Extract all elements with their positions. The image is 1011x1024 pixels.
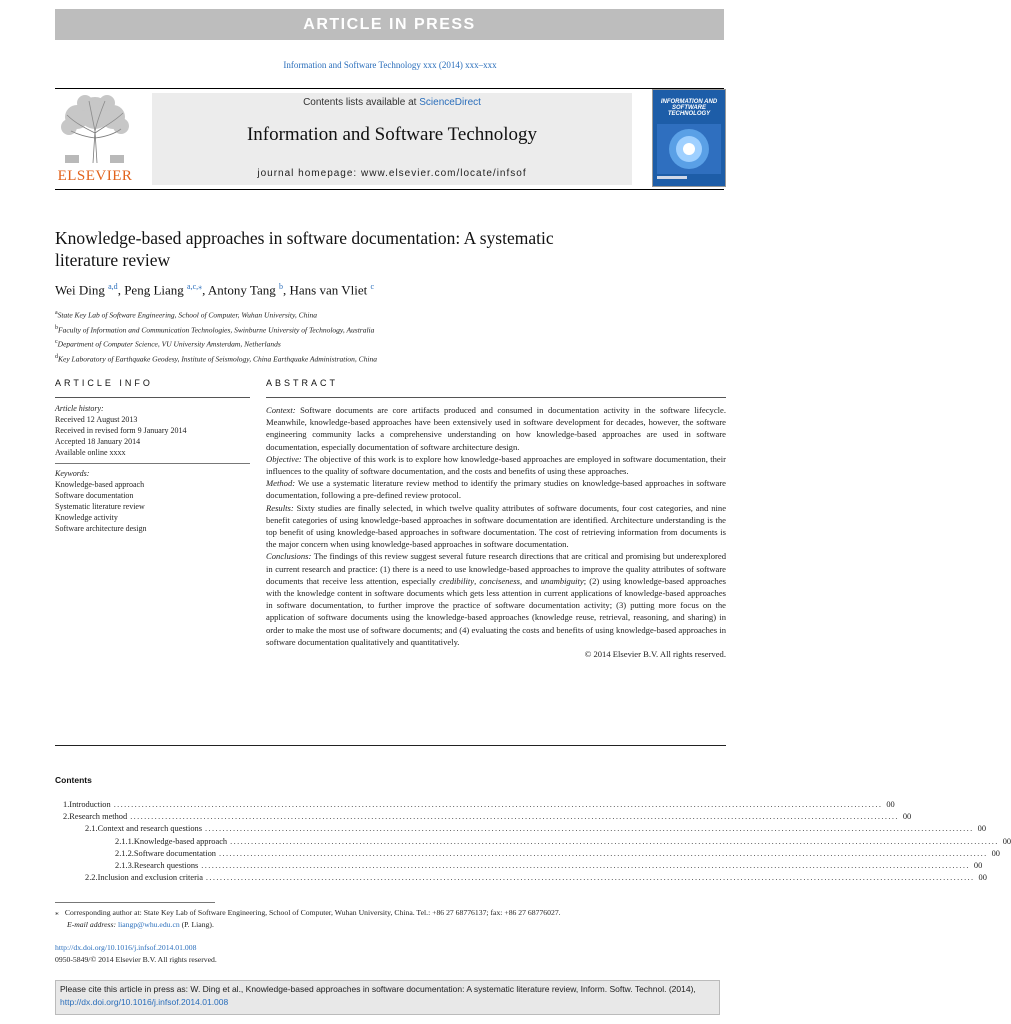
affiliation-text: Faculty of Information and Communication Technologies, Swinburne University of Technology, Australia	[58, 325, 375, 334]
toc-entry[interactable]	[55, 836, 1011, 848]
keyword-item: Knowledge activity	[55, 513, 118, 522]
doi-block	[55, 942, 455, 965]
author-name: Antony Tang	[207, 282, 276, 298]
toc-leader-dots: ............................................................................................................................................................................................................................	[230, 836, 999, 846]
abstract-rule	[266, 397, 726, 398]
article-info-divider	[55, 463, 250, 464]
article-info	[55, 403, 250, 534]
article-in-press-banner: ARTICLE IN PRESS	[55, 9, 724, 40]
footnote-mark: ⁎	[55, 908, 59, 917]
citation-box	[55, 980, 720, 1015]
footnote-rule	[55, 902, 215, 903]
keywords-label: Keywords:	[55, 469, 90, 478]
history-line: Received in revised form 9 January 2014	[55, 426, 187, 435]
toc-page-number: 00	[902, 812, 912, 822]
toc-number: 2.1.	[85, 824, 98, 834]
journal-masthead	[55, 88, 724, 190]
affiliation-marker: d	[55, 353, 58, 360]
paper-title-line-1: Knowledge-based approaches in software documentation: A systematic	[55, 228, 554, 248]
sciencedirect-link[interactable]: ScienceDirect	[419, 97, 481, 108]
homepage-prefix: journal homepage:	[257, 168, 361, 179]
abstract-conclusions	[266, 550, 726, 648]
email-suffix: (P. Liang).	[181, 919, 214, 929]
cover-title: INFORMATION AND SOFTWARE TECHNOLOGY	[660, 99, 718, 117]
toc-page-number: 00	[973, 861, 983, 871]
footnotes	[55, 907, 735, 930]
author-affiliation-marker[interactable]: c	[370, 282, 375, 291]
affiliation-item	[55, 307, 735, 322]
toc-label: Introduction	[69, 800, 111, 809]
toc-label: Software documentation	[133, 848, 216, 858]
affiliation-marker: a	[55, 310, 58, 316]
author-separator: ,	[117, 282, 125, 298]
conclusions-text: The findings of this review suggest several future research directions that are critical and promising but underexplored in current research and practice: (1) there is a need to use knowledge-based approaches to improve the quality attributes of software documents that receive less attention, especially	[266, 551, 726, 586]
context-text: Software documents are core artifacts produced and consumed in documentation activity in the software lifecycle. Meanwhile, knowledge-based approaches have been extensively used in software development for decades, however, the software engineering community lacks a comprehensive understanding on how knowledge-based approaches are used in software documentation, especially documentation of software architecture design.	[266, 405, 726, 452]
affiliation-text: Key Laboratory of Earthquake Geodesy, Institute of Seismology, China Earthquake Administration, China	[58, 354, 378, 363]
conclusions-punct: ,	[474, 575, 480, 586]
tree-icon	[55, 93, 135, 165]
conclusions-text-rest: ; (2) using knowledge-based approaches with the knowledge content in software documents which gets less attention in current applications of knowledge-based approaches in software documentation, to further improve the practice of software documentation activity; (3) putting more focus on the application of software documents using the knowledge-based approaches (knowledge reuse, retrieval, reasoning, and sharing) in order to make the most use of software documents; and (4) evaluating the costs and benefits of using knowledge-based approaches in software documentation qualitatively and quantitatively.	[266, 575, 726, 647]
contents-prefix: Contents lists available at	[303, 97, 420, 108]
paper-title	[55, 227, 695, 271]
toc-entry[interactable]	[55, 811, 912, 823]
email-link[interactable]: liangp@whu.edu.cn	[117, 919, 180, 929]
citation-doi-link[interactable]: http://dx.doi.org/10.1016/j.infsof.2014.01.008	[60, 997, 229, 1007]
keyword-item: Systematic literature review	[55, 502, 145, 511]
affiliations	[55, 307, 735, 365]
toc-entry[interactable]	[55, 823, 986, 835]
results-text: Sixty studies are finally selected, in which twelve quality attributes of software documents, four cost categories, and nine benefit categories of using knowledge-based approaches in software documentation are identified. Architecture understanding is the top benefit of using knowledge-based approaches in software documentation. The cost of retrieving information from documents is the major concern when using knowledge-based approaches in software documentation.	[266, 502, 727, 550]
masthead-center-panel	[152, 93, 632, 185]
toc-number: 1.	[63, 800, 70, 809]
journal-homepage-line	[152, 168, 632, 179]
toc-number: 2.1.2.	[115, 848, 134, 858]
journal-cover-image	[652, 89, 726, 187]
abstract-body	[266, 404, 726, 660]
keyword-item: Software architecture design	[55, 524, 147, 533]
toc-number: 2.1.1.	[115, 836, 134, 846]
toc-leader-dots: ............................................................................................................................................................................................................................	[201, 861, 970, 871]
toc-page-number: 00	[977, 824, 986, 834]
toc-label: Inclusion and exclusion criteria	[97, 873, 203, 883]
toc-label: Research questions	[133, 861, 199, 871]
elsevier-logo	[55, 93, 135, 185]
toc-label: Knowledge-based approach	[133, 836, 228, 846]
toc-entry[interactable]	[55, 848, 1000, 860]
toc-page-number: 00	[886, 800, 895, 809]
affiliation-item	[55, 336, 735, 351]
toc-label: Research method	[69, 812, 128, 822]
toc-number: 2.2.	[85, 873, 98, 883]
toc-leader-dots: ............................................................................................................................................................................................................................	[130, 812, 899, 822]
toc-number: 2.1.3.	[115, 861, 134, 871]
affiliation-item	[55, 322, 735, 337]
objective-label: Objective:	[266, 453, 302, 464]
history-line: Accepted 18 January 2014	[55, 437, 141, 446]
doi-link[interactable]: http://dx.doi.org/10.1016/j.infsof.2014.01.008	[55, 943, 197, 952]
abstract-objective	[266, 453, 726, 477]
affiliation-marker: c	[55, 339, 58, 345]
author-affiliation-marker[interactable]: a,c,⁎	[187, 282, 203, 291]
article-info-heading: ARTICLE INFO	[55, 378, 153, 388]
journal-title: Information and Software Technology	[246, 124, 538, 145]
affiliation-item	[55, 351, 735, 366]
toc-page-number: 00	[991, 848, 1000, 858]
abstract-heading: ABSTRACT	[266, 378, 339, 388]
author-separator: ,	[202, 282, 208, 298]
results-label: Results:	[266, 502, 294, 513]
author-affiliation-marker[interactable]: b	[279, 282, 283, 291]
abstract-method	[266, 477, 726, 501]
journal-reference[interactable]: Information and Software Technology xxx (2014) xxx–xxx	[283, 60, 497, 70]
abstract-context	[266, 404, 726, 453]
objective-text: The objective of this work is to explore how knowledge-based approaches are employed in software documentation, their influences to the quality of software documentation, and the costs and benefits of using these approaches.	[266, 453, 726, 477]
author-affiliation-marker[interactable]: a,d	[108, 282, 118, 291]
toc-number: 2.	[63, 812, 70, 822]
contents-rule	[55, 745, 726, 746]
toc-label: Context and research questions	[97, 824, 202, 834]
author-separator: ,	[283, 282, 290, 298]
author-name: Peng Liang	[124, 282, 184, 298]
toc-leader-dots: ............................................................................................................................................................................................................................	[113, 800, 883, 809]
issn-line: 0950-5849/© 2014 Elsevier B.V. All rights reserved.	[55, 954, 217, 964]
conclusions-italic-term: unambiguity	[540, 575, 584, 586]
author-name: Wei Ding	[55, 282, 105, 298]
toc-leader-dots: ............................................................................................................................................................................................................................	[218, 848, 988, 858]
conclusions-italic-term: credibility	[439, 575, 475, 586]
article-history-label: Article history:	[55, 404, 104, 413]
abstract-copyright: © 2014 Elsevier B.V. All rights reserved.	[584, 649, 726, 660]
article-info-rule	[55, 397, 250, 398]
email-note	[55, 919, 735, 931]
affiliation-marker: b	[55, 324, 58, 331]
history-line: Available online xxxx	[55, 448, 126, 457]
corresponding-author-note	[55, 907, 735, 919]
conclusions-label: Conclusions:	[266, 551, 312, 562]
contents-available-line	[152, 97, 632, 108]
conclusions-punct: , and	[519, 575, 541, 586]
author-name: Hans van Vliet	[289, 282, 368, 298]
table-of-contents	[55, 799, 1011, 884]
paper-title-line-2: literature review	[55, 250, 171, 270]
method-text: We use a systematic literature review method to identify the primary studies on knowledge-based approaches in software documentation, following a pre-defined review protocol.	[266, 478, 726, 501]
history-line: Received 12 August 2013	[55, 415, 138, 424]
contents-heading: Contents	[55, 775, 92, 785]
abstract-results	[266, 502, 726, 551]
toc-leader-dots: ............................................................................................................................................................................................................................	[205, 873, 975, 883]
email-label: E-mail address:	[67, 919, 117, 929]
elsevier-wordmark: ELSEVIER	[57, 168, 133, 184]
toc-page-number: 00	[978, 873, 987, 883]
keyword-item: Software documentation	[55, 491, 134, 500]
affiliation-text: State Key Lab of Software Engineering, School of Computer, Wuhan University, China	[57, 310, 317, 320]
toc-entry[interactable]	[55, 860, 983, 872]
footnote-text: Corresponding author at: State Key Lab of Software Engineering, School of Computer, Wuhan University, China. Tel.: +86 27 68776137; fax: +86 27 68776027.	[64, 908, 561, 917]
keyword-item: Knowledge-based approach	[55, 480, 145, 489]
conclusions-italic-term: conciseness	[479, 575, 520, 586]
affiliation-text: Department of Computer Science, VU University Amsterdam, Netherlands	[57, 339, 281, 349]
citation-text: Please cite this article in press as: W. Ding et al., Knowledge-based approaches in software documentation: A systematic literature review, Inform. Softw. Technol. (2014),	[60, 984, 696, 994]
author-list	[55, 282, 715, 298]
method-label: Method:	[266, 478, 296, 489]
cover-art-icon	[653, 90, 725, 186]
toc-leader-dots: ............................................................................................................................................................................................................................	[205, 824, 974, 834]
toc-page-number: 00	[1002, 836, 1011, 846]
context-label: Context:	[266, 405, 296, 415]
toc-entry[interactable]	[55, 872, 987, 884]
toc-entry[interactable]	[55, 799, 895, 811]
homepage-url[interactable]: www.elsevier.com/locate/infsof	[361, 168, 527, 179]
